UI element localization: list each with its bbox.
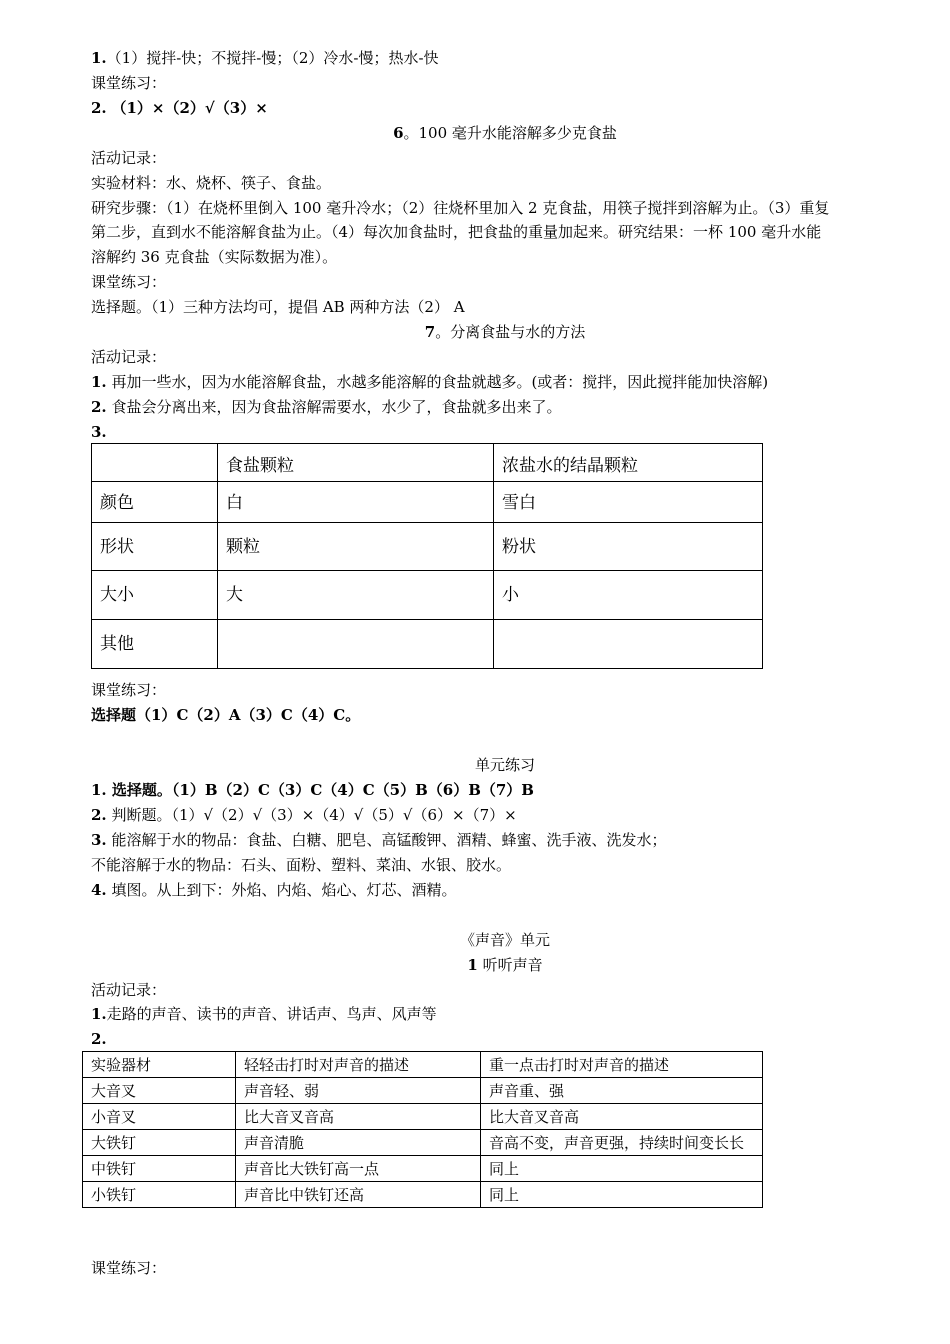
table-cell: 其他 [92,620,218,669]
lesson-heading: 6。100 毫升水能溶解多少克食盐 [393,124,617,142]
section-label: 课堂练习： [91,681,167,699]
salt-comparison-table [91,443,763,669]
section-label: 活动记录： [91,348,167,366]
section-label: 活动记录： [91,981,167,999]
answer-line: 2. 食盐会分离出来，因为食盐溶解需要水，水少了，食盐就多出来了。 [91,398,562,416]
table-cell: 雪白 [494,482,763,523]
answer-line: 选择题。（1）三种方法均可，提倡 AB 两种方法（2） A [91,298,465,316]
section-label: 活动记录： [91,149,167,167]
text-line: 溶解约 36 克食盐（实际数据为准）。 [91,248,338,266]
unit-heading: 《声音》单元 [459,931,550,949]
table-row [83,1182,763,1208]
table-cell: 颜色 [92,482,218,523]
table-cell: 声音重、强 [481,1078,763,1104]
text-line: 研究步骤：（1）在烧杯里倒入 100 毫升冷水；（2）往烧杯里加入 2 克食盐，用筷子搅拌到溶解为止。（3）重复 [91,199,830,217]
answer-line: 3. 能溶解于水的物品：食盐、白糖、肥皂、高锰酸钾、酒精、蜂蜜、洗手液、洗发水； [91,831,667,849]
table-cell: 粉状 [494,523,763,571]
answer-line: 1.（1）搅拌-快；不搅拌-慢；（2）冷水-慢；热水-快 [91,49,439,67]
answer-line: 4. 填图。从上到下：外焰、内焰、焰心、灯芯、酒精。 [91,881,457,899]
text-line: 第二步，直到水不能溶解食盐为止。（4）每次加食盐时，把食盐的重量加起来。研究结果：一杯 100 毫升水能 [91,223,822,241]
table-cell: 小 [494,571,763,620]
table-cell: 实验器材 [83,1052,236,1078]
answer-line: 1. 选择题。（1）B（2）C（3）C（4）C（5）B（6）B（7）B [91,781,534,799]
table-cell: 比大音叉音高 [481,1104,763,1130]
table-cell: 食盐颗粒 [218,444,494,482]
lesson-heading: 1 听听声音 [467,956,543,974]
answer-line: 2. 判断题。（1）√（2）√（3）×（4）√（5）√（6）×（7）× [91,806,517,824]
answer-line: 选择题（1）C（2）A（3）C（4）C。 [91,706,361,724]
table-cell: 声音轻、弱 [236,1078,481,1104]
answer-line: 1.走路的声音、读书的声音、讲话声、鸟声、风声等 [91,1005,437,1023]
table-cell: 声音清脆 [236,1130,481,1156]
table-cell: 白 [218,482,494,523]
table-row [83,1104,763,1130]
table-row [92,523,763,571]
answer-line: 不能溶解于水的物品：石头、面粉、塑料、菜油、水银、胶水。 [91,856,512,874]
unit-heading: 单元练习 [474,756,535,774]
table-cell: 小音叉 [83,1104,236,1130]
table-cell: 大小 [92,571,218,620]
table-cell [92,444,218,482]
table-row [92,571,763,620]
table-cell: 声音比大铁钉高一点 [236,1156,481,1182]
text-line: 实验材料：水、烧杯、筷子、食盐。 [91,174,332,192]
table-cell: 比大音叉音高 [236,1104,481,1130]
answer-number: 2. [91,1030,107,1048]
table-cell: 小铁钉 [83,1182,236,1208]
table-cell: 轻轻击打时对声音的描述 [236,1052,481,1078]
table-row [92,620,763,669]
table-cell: 重一点击打时对声音的描述 [481,1052,763,1078]
table-cell: 声音比中铁钉还高 [236,1182,481,1208]
table-cell: 大音叉 [83,1078,236,1104]
table-cell: 中铁钉 [83,1156,236,1182]
table-row [92,482,763,523]
table-cell: 大 [218,571,494,620]
table-row [83,1130,763,1156]
table-row [83,1156,763,1182]
table-cell: 形状 [92,523,218,571]
answer-line: 2. （1）×（2）√（3）× [91,99,268,117]
table-cell [494,620,763,669]
table-cell: 颗粒 [218,523,494,571]
answer-number: 3. [91,423,107,441]
table-cell: 音高不变，声音更强，持续时间变长长 [481,1130,763,1156]
section-label: 课堂练习： [91,74,167,92]
table-header-row [92,444,763,482]
table-cell: 浓盐水的结晶颗粒 [494,444,763,482]
sound-experiment-table [82,1051,763,1208]
lesson-heading: 7。分离食盐与水的方法 [424,323,586,341]
section-label: 课堂练习： [91,273,167,291]
table-cell: 同上 [481,1156,763,1182]
table-cell [218,620,494,669]
table-row [83,1078,763,1104]
section-label: 课堂练习： [91,1259,167,1277]
table-cell: 同上 [481,1182,763,1208]
table-cell: 大铁钉 [83,1130,236,1156]
table-header-row [83,1052,763,1078]
answer-line: 1. 再加一些水，因为水能溶解食盐，水越多能溶解的食盐就越多。(或者：搅拌，因此搅拌能加快溶解) [91,373,769,391]
